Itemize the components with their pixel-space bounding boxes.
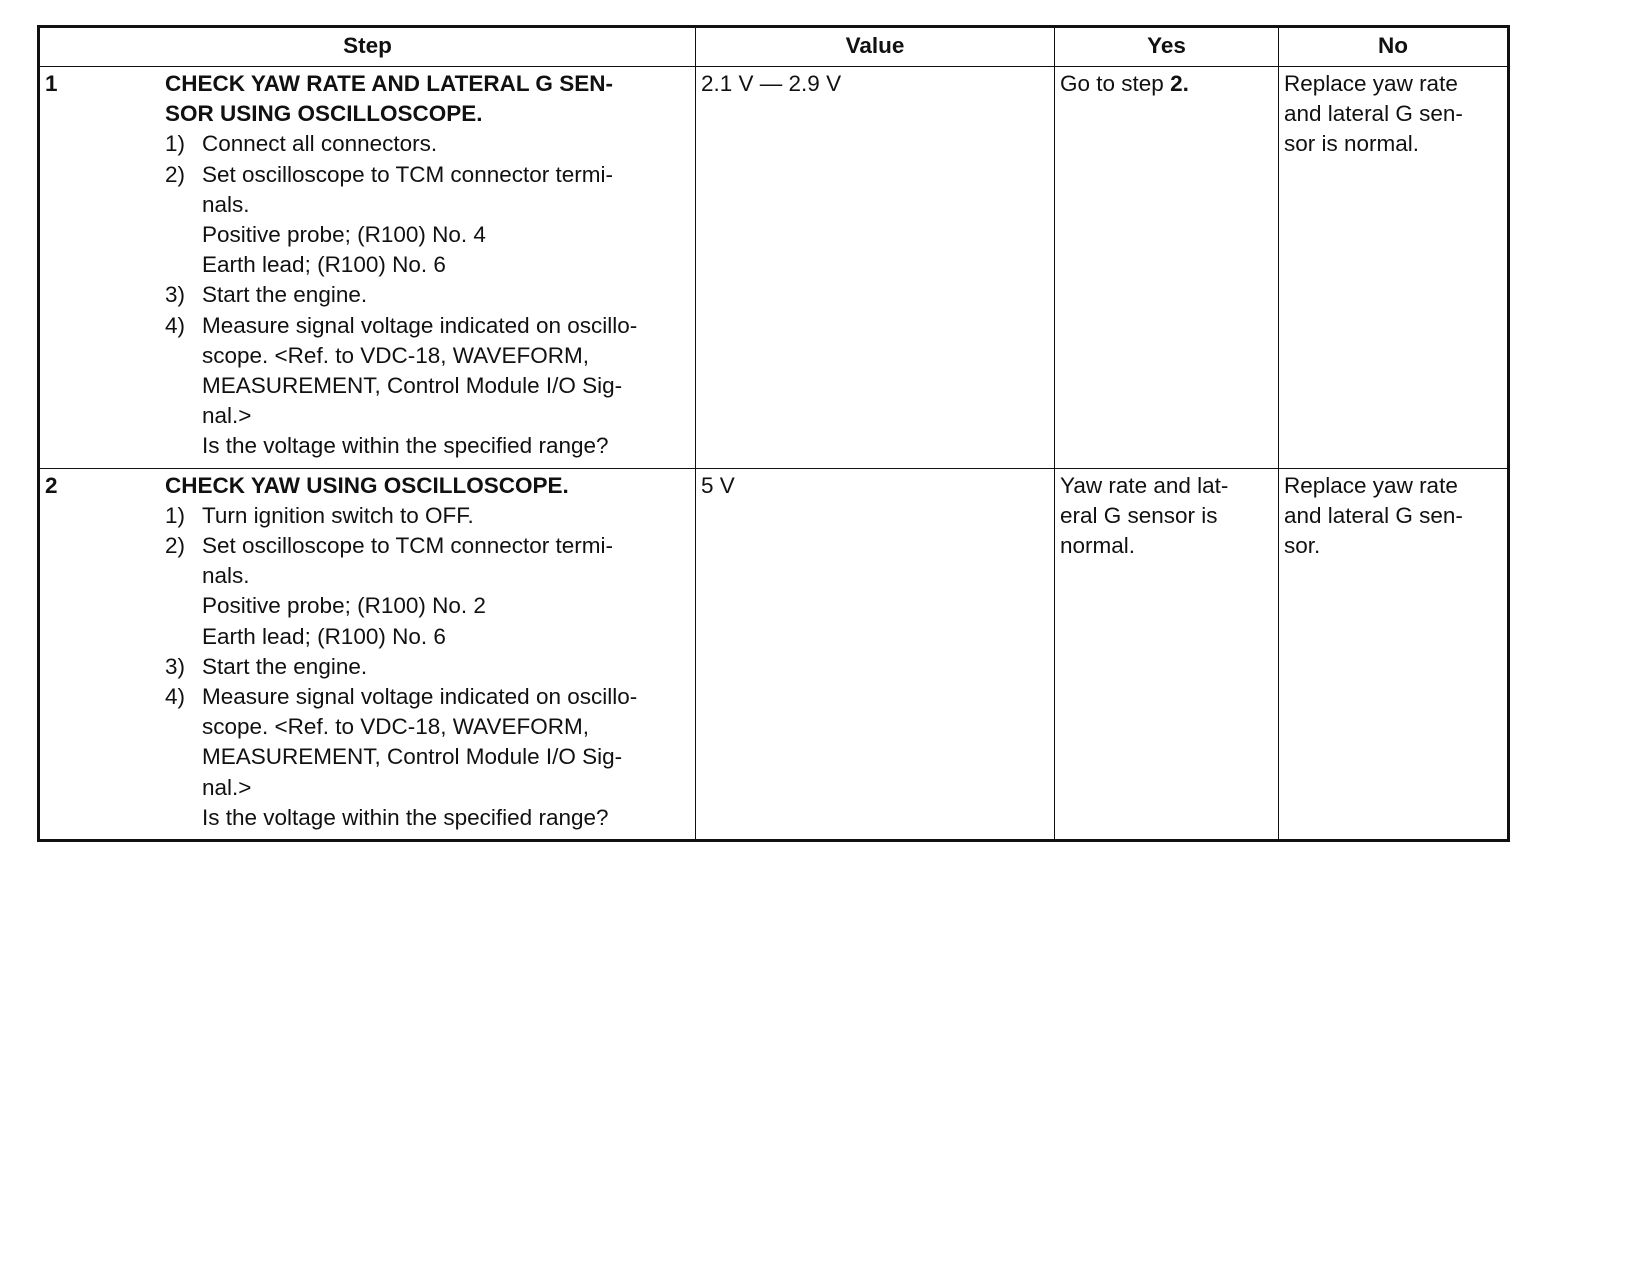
step-title-cont: SOR USING OSCILLOSCOPE. (165, 101, 483, 127)
substep (165, 129, 691, 159)
no-cell (1279, 468, 1509, 840)
step-question: Is the voltage within the specified range? (202, 433, 609, 459)
no-text-line: and lateral G sen- (1284, 502, 1463, 528)
substep-text-cont: nal.> (202, 774, 252, 800)
header-step: Step (39, 27, 696, 67)
step-number: 1 (45, 71, 58, 96)
substep (165, 280, 691, 310)
yes-text-line: eral G sensor is (1060, 502, 1218, 528)
probe-earth: Earth lead; (R100) No. 6 (202, 252, 446, 278)
substep-text: Set oscilloscope to TCM connector termi- (202, 533, 613, 559)
step-body (165, 471, 695, 833)
substep-text-cont: scope. <Ref. to VDC-18, WAVEFORM, (202, 714, 589, 740)
substep (165, 501, 691, 531)
substep-number: 1) (165, 131, 186, 157)
substep-text: Measure signal voltage indicated on oscillo- (202, 312, 638, 338)
probe-positive: Positive probe; (R100) No. 2 (202, 593, 486, 619)
substep-text: Start the engine. (202, 653, 368, 679)
substep-text-cont: scope. <Ref. to VDC-18, WAVEFORM, (202, 342, 589, 368)
step-question: Is the voltage within the specified range? (202, 804, 609, 830)
yes-text-line: normal. (1060, 533, 1136, 559)
substep-number: 4) (165, 312, 186, 338)
header-value: Value (696, 27, 1055, 67)
step-body (165, 69, 695, 462)
substep-text-cont: nal.> (202, 403, 252, 429)
header-no: No (1279, 27, 1509, 67)
yes-cell (1055, 468, 1279, 840)
value-cell: 5 V (696, 468, 1055, 840)
diagnostic-table (37, 25, 1510, 842)
substep-text: Set oscilloscope to TCM connector termi- (202, 161, 613, 187)
substep-text: Turn ignition switch to OFF. (202, 502, 474, 528)
table-row (39, 67, 1509, 469)
substep (165, 682, 691, 712)
substep-number: 3) (165, 282, 186, 308)
substep (165, 531, 691, 561)
substep-number: 2) (165, 161, 186, 187)
substep-number: 3) (165, 653, 186, 679)
no-text-line: Replace yaw rate (1284, 472, 1458, 498)
substep-text-cont: MEASUREMENT, Control Module I/O Sig- (202, 744, 623, 770)
value-cell: 2.1 V — 2.9 V (696, 67, 1055, 469)
yes-text: Go to step (1060, 71, 1171, 96)
substep (165, 652, 691, 682)
step-title: CHECK YAW USING OSCILLOSCOPE. (165, 472, 569, 498)
substep-text-cont: MEASUREMENT, Control Module I/O Sig- (202, 373, 623, 399)
substep (165, 160, 691, 190)
header-row (39, 27, 1509, 67)
probe-positive: Positive probe; (R100) No. 4 (202, 222, 486, 248)
step-cell (39, 67, 696, 469)
no-cell (1279, 67, 1509, 469)
yes-cell (1055, 67, 1279, 469)
substep-number: 2) (165, 533, 186, 559)
substep (165, 311, 691, 341)
header-yes: Yes (1055, 27, 1279, 67)
no-text-line: sor is normal. (1284, 131, 1420, 157)
substep-number: 4) (165, 684, 186, 710)
step-number: 2 (45, 472, 58, 498)
substep-text-cont: nals. (202, 563, 250, 589)
step-cell (39, 468, 696, 840)
step-title: CHECK YAW RATE AND LATERAL G SEN- (165, 71, 613, 96)
yes-step-ref: 2. (1170, 71, 1189, 96)
table-row (39, 468, 1509, 840)
no-text-line: Replace yaw rate (1284, 71, 1458, 96)
substep-text-cont: nals. (202, 191, 250, 217)
no-text-line: and lateral G sen- (1284, 101, 1463, 127)
yes-text-line: Yaw rate and lat- (1060, 472, 1229, 498)
substep-text: Start the engine. (202, 282, 368, 308)
substep-number: 1) (165, 502, 186, 528)
substep-text: Measure signal voltage indicated on oscillo- (202, 684, 638, 710)
no-text-line: sor. (1284, 533, 1321, 559)
substep-text: Connect all connectors. (202, 131, 438, 157)
probe-earth: Earth lead; (R100) No. 6 (202, 623, 446, 649)
